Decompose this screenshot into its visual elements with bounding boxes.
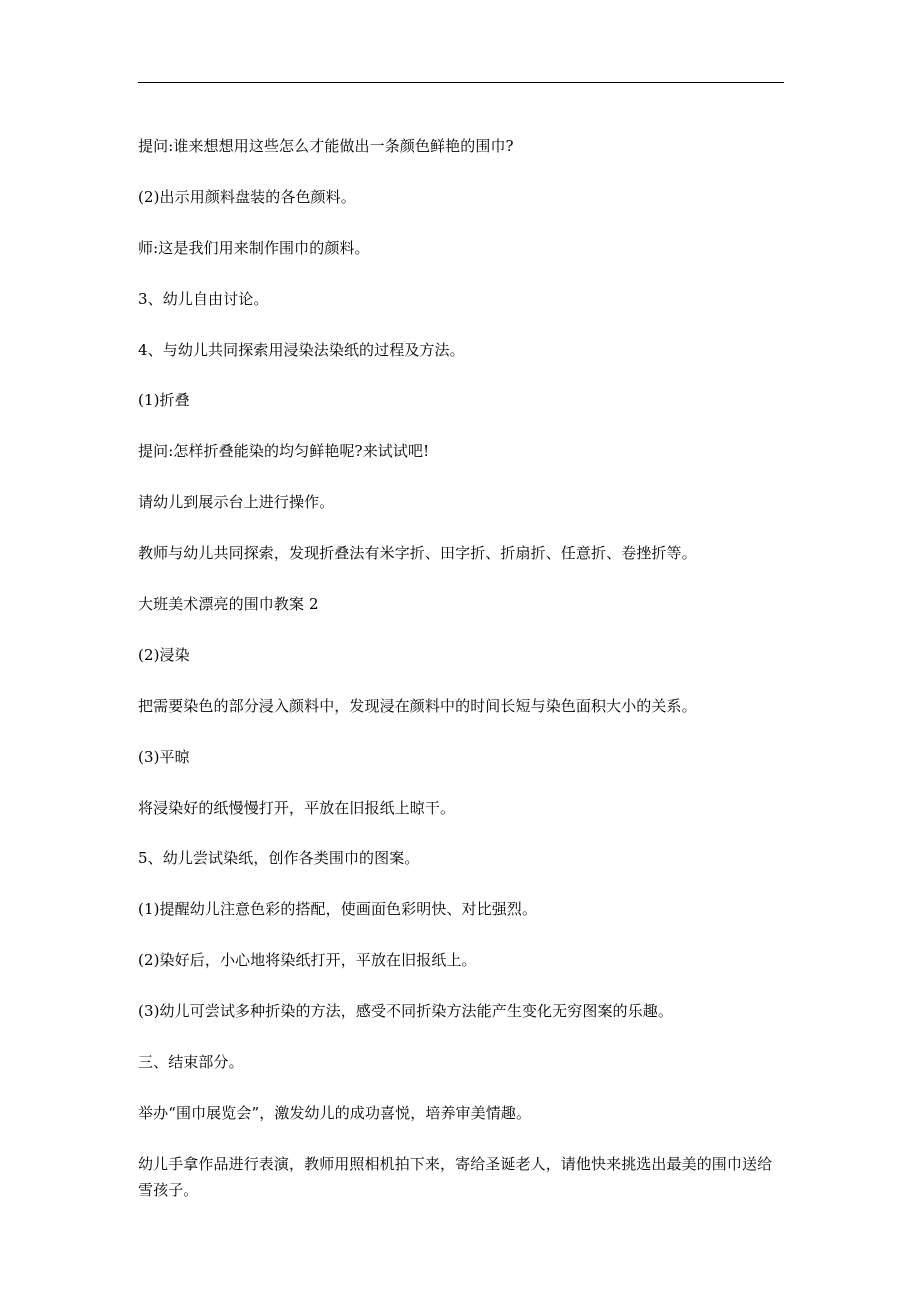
- paragraph-free-discussion: 3、幼儿自由讨论。: [138, 289, 269, 308]
- paragraph-operate: 请幼儿到展示台上进行操作。: [138, 493, 335, 512]
- paragraph-explore-dyeing: 4、与幼儿共同探索用浸染法染纸的过程及方法。: [138, 340, 465, 359]
- paragraph-lesson-title-2: 大班美术漂亮的围巾教案 2: [138, 595, 319, 614]
- paragraph-drying: (3)平晾: [138, 747, 190, 766]
- paragraph-drying-detail: 将浸染好的纸慢慢打开，平放在旧报纸上晾干。: [138, 798, 456, 817]
- paragraph-question-folding: 提问:怎样折叠能染的均匀鲜艳呢?来试试吧!: [138, 442, 430, 461]
- document-body: [138, 133, 784, 1203]
- paragraph-show-paints: (2)出示用颜料盘装的各色颜料。: [138, 187, 356, 206]
- paragraph-exhibition: 举办“围巾展览会”，激发幼儿的成功喜悦，培养审美情趣。: [138, 1103, 532, 1122]
- paragraph-question-scarf: 提问:谁来想想用这些怎么才能做出一条颜色鲜艳的围巾?: [138, 137, 514, 155]
- paragraph-folding-methods: 教师与幼儿共同探索，发现折叠法有米字折、田字折、折扇折、任意折、卷挫折等。: [138, 544, 697, 563]
- paragraph-performance: 幼儿手拿作品进行表演，教师用照相机拍下来，寄给圣诞老人，请他快来挑选出最美的围巾送给雪孩子。: [138, 1154, 773, 1199]
- paragraph-ending-section: 三、结束部分。: [138, 1053, 244, 1072]
- paragraph-dipping: (2)浸染: [138, 645, 190, 664]
- paragraph-dipping-detail: 把需要染色的部分浸入颜料中，发现浸在颜料中的时间长短与染色面积大小的关系。: [138, 696, 697, 715]
- paragraph-folding: (1)折叠: [138, 391, 190, 410]
- paragraph-open-paper: (2)染好后，小心地将染纸打开，平放在旧报纸上。: [138, 951, 477, 970]
- paragraph-try-dyeing: 5、幼儿尝试染纸，创作各类围巾的图案。: [138, 849, 420, 868]
- paragraph-try-methods: (3)幼儿可尝试多种折染的方法，感受不同折染方法能产生变化无穷图案的乐趣。: [138, 1002, 673, 1021]
- paragraph-color-matching: (1)提醒幼儿注意色彩的搭配，使画面色彩明快、对比强烈。: [138, 900, 538, 919]
- paragraph-teacher-paints: 师:这是我们用来制作围巾的颜料。: [138, 238, 370, 257]
- header-rule: [138, 82, 784, 83]
